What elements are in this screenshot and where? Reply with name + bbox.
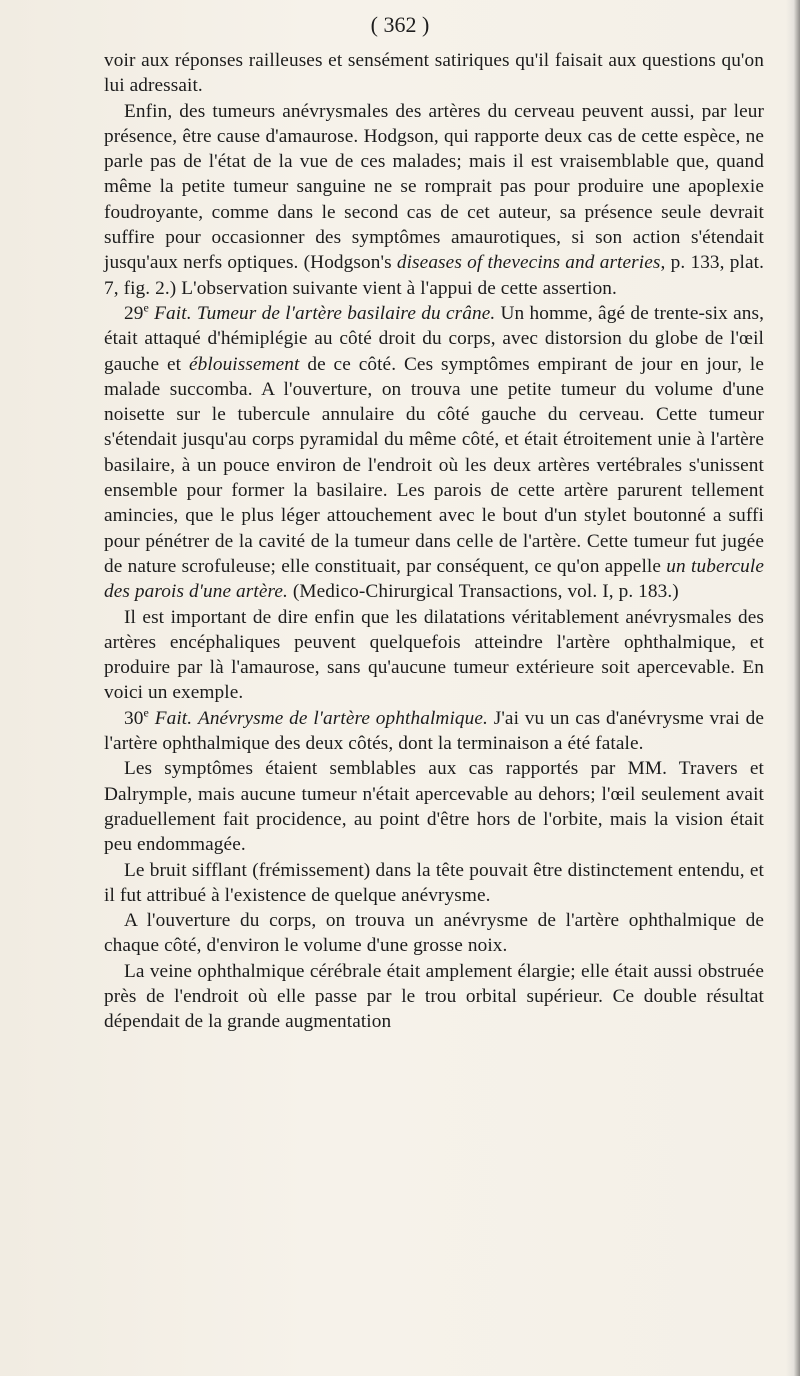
observation-title: Anévrysme de l'artère ophthalmique. <box>197 707 488 729</box>
paragraph-text: voir aux réponses railleuses et sensément satiriques qu'il faisait aux questions qu'on lui adressait. <box>104 50 764 97</box>
observation-title: Tumeur de l'artère basilaire du crâne. <box>196 302 496 324</box>
observation-label: Fait. <box>154 707 193 729</box>
page-edge-shadow <box>786 0 800 1376</box>
paragraph-symptomes <box>104 756 764 857</box>
observation-text: J'ai vu un cas d'anévrysme vrai de l'artère ophthalmique des deux côtés, dont la terminaison a été fatale. <box>104 707 765 755</box>
observation-30 <box>104 706 764 757</box>
paragraph-continuation <box>104 48 764 99</box>
paragraph-text: La veine ophthalmique cérébrale était amplement élargie; elle était aussi obstruée près de l'endroit où elle passe par le trou orbital supérieur. Ce double résultat dépendait de la grande augmentation <box>104 960 764 1033</box>
paragraph-text: Il est important de dire enfin que les dilatations véritablement anévrysmales des artères encéphaliques peuvent quelquefois atteindre l'artère ophthalmique, et produire par là l'amaurose, sans qu'aucune tumeur extérieure soit apercevable. En voici un exemple. <box>104 606 764 704</box>
page-number: ( 362 ) <box>370 12 430 37</box>
observation-text: (Medico-Chirurgical Transactions, vol. I, p. 183.) <box>287 581 679 603</box>
observation-ordinal: e <box>143 705 149 720</box>
italic-term: un tubercule des parois d'une artère. <box>104 555 764 603</box>
paragraph-text: , p. 133, plat. 7, fig. 2.) L'observation suivante vient à l'appui de cette assertion. <box>104 252 765 299</box>
paragraph-bruit <box>104 858 764 909</box>
italic-term: éblouissement <box>188 353 300 375</box>
paragraph-hodgson <box>104 99 764 301</box>
body-text <box>104 48 764 1035</box>
observation-29 <box>104 301 764 605</box>
paragraph-veine <box>104 959 764 1035</box>
paragraph-text: A l'ouverture du corps, on trouva un anévrysme de l'artère ophthalmique de chaque côté, d'environ le volume d'une grosse noix. <box>104 910 764 957</box>
paragraph-text: Enfin, des tumeurs anévrysmales des artères du cerveau peuvent aussi, par leur présence, être cause d'amaurose. Hodgson, qui rapporte deux cas de cette espèce, ne parle pas de l'état de la vue de ces malades; mais il est vraisemblable que, quand même la petite tumeur sanguine ne se romprait pas pour produire une apoplexie foudroyante, comme dans le second cas de cet auteur, sa présence seule devrait suffire pour occasionner des symptômes amaurotiques, si son action s'étendait jusqu'aux nerfs optiques. (Hodgson's <box>104 100 764 274</box>
observation-ordinal: e <box>143 300 149 315</box>
paragraph-text: Le bruit sifflant (frémissement) dans la tête pouvait être distinctement entendu, et il fut attribué à l'existence de quelque anévrysme. <box>104 859 764 906</box>
reference-title: diseases of thevecins and arteries <box>396 252 661 274</box>
observation-label: Fait. <box>154 302 192 324</box>
observation-number: 29 <box>124 302 144 324</box>
paragraph-dilatations <box>104 605 764 706</box>
observation-number: 30 <box>124 707 144 729</box>
paragraph-ouverture <box>104 908 764 959</box>
paragraph-text: Les symptômes étaient semblables aux cas rapportés par MM. Travers et Dalrymple, mais aucune tumeur n'était apercevable au dehors; l'œil seulement avait graduellement fait procidence, au point d'être hors de l'orbite, mais la vision était peu endommagée. <box>104 758 764 856</box>
observation-text: Un homme, âgé de trente-six ans, était attaqué d'hémiplégie au côté droit du corps, avec distorsion du globe de l'œil gauche et <box>104 302 764 375</box>
observation-text: de ce côté. Ces symptômes empirant de jour en jour, le malade succomba. A l'ouverture, on trouva une petite tumeur du volume d'une noisette sur le tubercule annulaire du côté gauche du cerveau. Cette tumeur s'étendait jusqu'au corps pyramidal du même côté, et était étroitement unie à l'artère basilaire, à un pouce environ de l'endroit où les deux artères vertébrales s'unissent ensemble pour former la basilaire. Les parois de cette artère parurent tellement amincies, que le plus léger attouchement avec le bout d'un stylet boutonné a suffi pour pénétrer de la cavité de la tumeur dans celle de l'artère. Cette tumeur fut jugée de nature scrofuleuse; elle constituait, par conséquent, ce qu'on appelle <box>104 353 764 577</box>
